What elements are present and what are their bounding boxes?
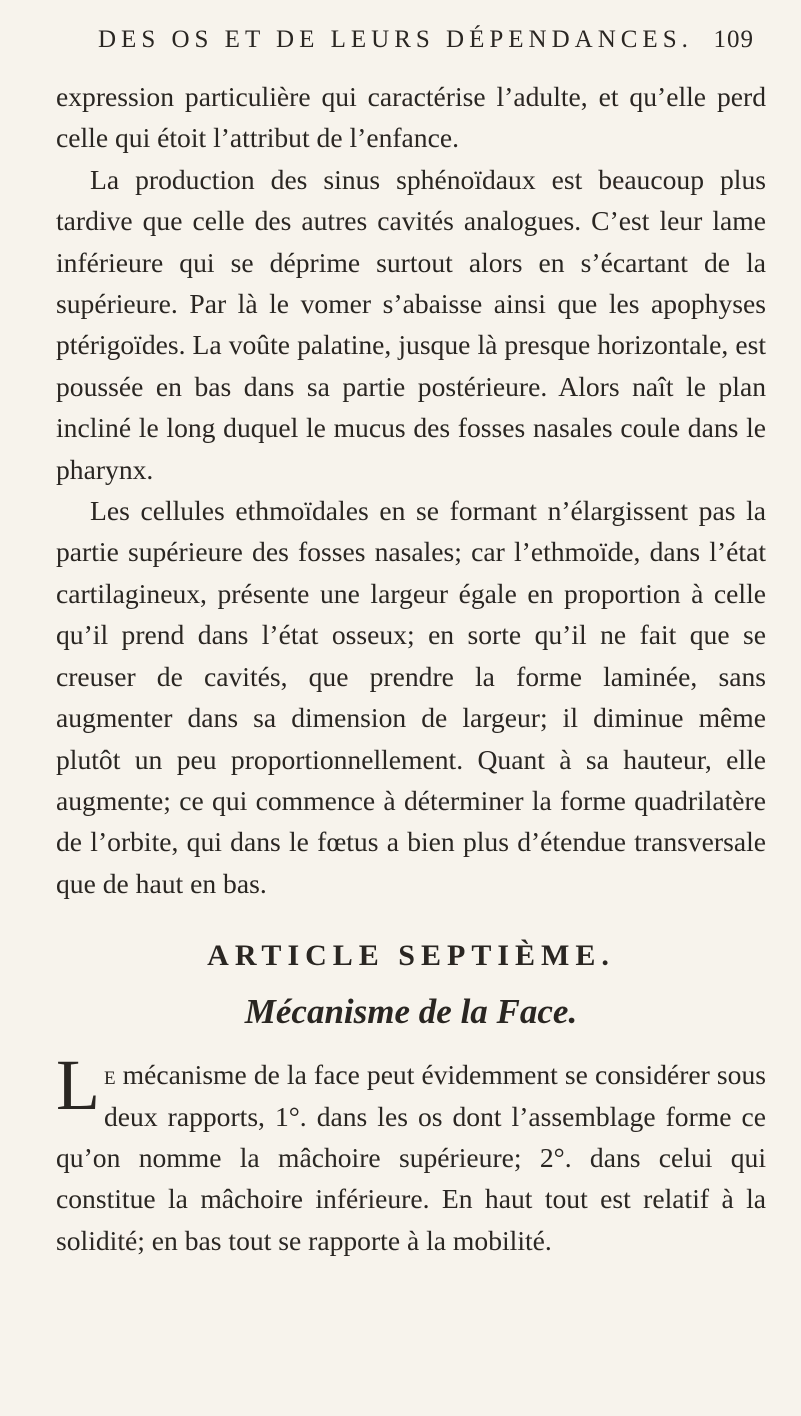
article-subheading: Mécanisme de la Face. — [244, 992, 578, 1032]
paragraph-sinus: La production des sinus sphénoïdaux est beaucoup plus tardive que celle des autres cavités analogues. C’est leur lame inférieure qui se déprime surtout alors en s’écartant de la supérieure. Par là le vomer s’abaisse ainsi que les apophyses ptérigoïdes. La voûte palatine, jusque là presque horizontale, est poussée en bas dans sa partie postérieure. Alors naît le plan incliné le long duquel le mucus des fosses nasales coule dans le pharynx. — [56, 163, 766, 485]
running-head — [98, 26, 754, 66]
body-text — [56, 76, 766, 1261]
drop-cap-rest: e — [103, 1059, 116, 1091]
paragraph-mecanisme — [56, 1045, 766, 1261]
article-heading: ARTICLE SEPTIÈME. — [207, 939, 615, 973]
running-title: DES OS ET DE LEURS DÉPENDANCES. — [98, 26, 693, 53]
paragraph-continued: expression particulière qui caractérise l’adulte, et qu’elle perd celle qui étoit l’attribut de l’enfance. — [56, 81, 766, 154]
drop-cap: L — [56, 1045, 100, 1126]
paragraph-ethmoid: Les cellules ethmoïdales en se formant n’élargissent pas la partie supérieure des fosses nasales; car l’ethmoïde, dans l’état cartilagineux, présente une largeur égale en proportion à celle qu’il prend dans l’état osseux; en sorte qu’il ne fait que se creuser de cavités, que prendre la forme laminée, sans augmenter dans sa dimension de largeur; il diminue même plutôt un peu proportionnellement. Quant à sa hauteur, elle augmente; ce qui commence à déterminer la forme quadrilatère de l’orbite, qui dans le fœtus a bien plus d’étendue transversale que de haut en bas. — [56, 495, 766, 899]
page-number: 109 — [713, 26, 754, 53]
paragraph-mecanisme-text: mécanisme de la face peut évidemment se considérer sous deux rapports, 1°. dans les os dont l’assemblage forme ce qu’on nomme la mâchoire supérieure; 2°. dans celui qui constitue la mâchoire inférieure. En haut tout est relatif à la solidité; en bas tout se rapporte à la mobilité. — [56, 1059, 766, 1256]
